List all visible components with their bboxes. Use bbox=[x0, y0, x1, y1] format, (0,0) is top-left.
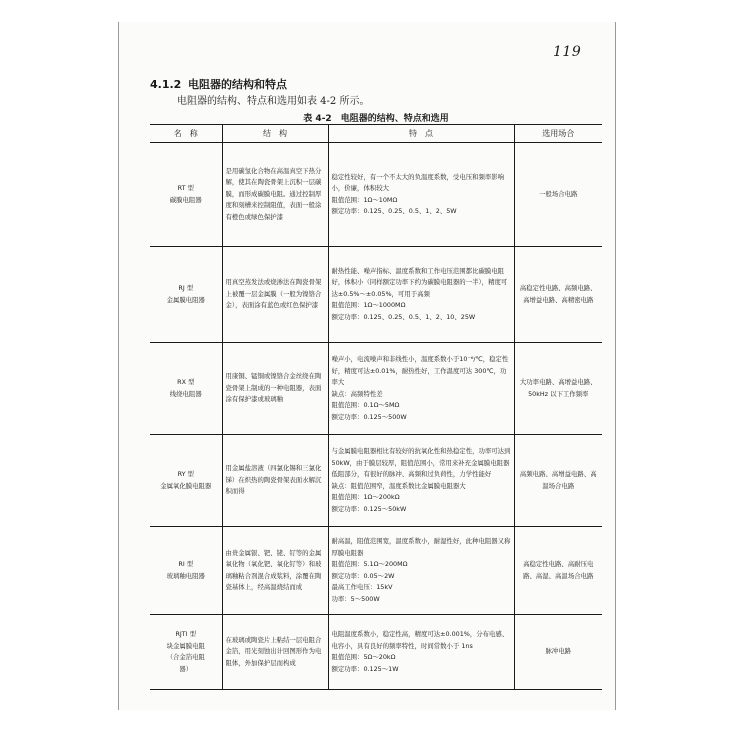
resistor-type: 线绕电阻器 bbox=[169, 389, 202, 398]
feature-line: 耐高温，阻值范围宽，温度系数小，耐湿性好，此种电阻器又称厚膜电阻器 bbox=[331, 537, 511, 557]
use-cell: 高频电路、高增益电路、高温场合电路 bbox=[514, 435, 602, 527]
resistor-name-cell bbox=[150, 343, 222, 435]
column-header-use: 选用场合 bbox=[514, 125, 602, 143]
resistor-type: 碳膜电阻器 bbox=[169, 195, 202, 204]
feature-line: 噪声小，电流噪声和非线性小，温度系数小于10⁻⁶/℃，稳定性好，精度可达±0.01%，耐热性好，工作温度可达 300℃，功率大 bbox=[331, 355, 509, 386]
features-cell bbox=[328, 527, 514, 615]
feature-line: 额定功率：0.125～500W bbox=[331, 412, 407, 421]
column-header-name: 名 称 bbox=[150, 125, 222, 143]
feature-line: 阻值范围：1Ω～10MΩ bbox=[331, 195, 398, 204]
resistor-model: RJTI 型 bbox=[175, 630, 197, 638]
structure-cell: 由贵金属银、钯、铑、钌等的金属氧化物（氧化钯、氧化钌等）和玻璃釉粘合剂混合成浆料，涂覆在陶瓷基体上，经高温烧结而成 bbox=[222, 527, 328, 615]
section-heading bbox=[150, 76, 287, 92]
resistor-model: RJ 型 bbox=[178, 284, 194, 292]
resistor-name-cell bbox=[150, 435, 222, 527]
resistor-type: 器） bbox=[179, 664, 193, 673]
resistor-type: 玻璃釉电阻器 bbox=[166, 571, 205, 580]
structure-cell: 是用碳氢化合物在高温真空下热分解，使其在陶瓷骨架上沉积一层碳膜，而形成碳膜电阻。通过控制厚度和刻槽来控制阻值，表面一般涂有橙色或绿色保护漆 bbox=[222, 143, 328, 247]
feature-line: 最高工作电压：15kV bbox=[331, 583, 393, 591]
intro-paragraph: 电阻器的结构、特点和选用如表 4-2 所示。 bbox=[177, 96, 370, 107]
table-row bbox=[150, 615, 602, 690]
resistor-type: （合金箔电阻 bbox=[166, 653, 205, 661]
resistor-table bbox=[150, 124, 602, 690]
resistor-type: 块金属膜电阻 bbox=[166, 641, 205, 650]
feature-line: 阻值范围：0.1Ω～5MΩ bbox=[331, 401, 400, 409]
feature-line: 阻值范围：1Ω～200kΩ bbox=[331, 493, 400, 501]
feature-line: 耐热性能、噪声指标、温度系数和工作电压范围都比碳膜电阻好，体积小（同样额定功率下约为碳膜电阻器的一半），精度可达±0.5%～±0.05%，可用于高频 bbox=[331, 266, 508, 298]
feature-line: 阻值范围：1Ω～1000MΩ bbox=[331, 301, 406, 310]
use-cell: 大功率电路、高增益电路、50kHz 以下工作频率 bbox=[514, 343, 602, 435]
feature-line: 功率：5～500W bbox=[331, 594, 380, 603]
use-cell: 脉冲电路 bbox=[514, 615, 602, 690]
resistor-model: RI 型 bbox=[178, 560, 194, 568]
feature-line: 缺点：阻值范围窄，温度系数比金属膜电阻器大 bbox=[331, 481, 466, 490]
feature-line: 额定功率：0.125、0.25、0.5、1、2、10、25W bbox=[331, 312, 476, 321]
structure-cell: 用康铜、锰铜或镍铬合金丝绕在陶瓷骨架上制成的一种电阻器，表面涂有保护漆或玻璃釉 bbox=[222, 343, 328, 435]
feature-line: 额定功率：0.125～50kW bbox=[331, 504, 407, 513]
feature-line: 缺点：高频特性差 bbox=[331, 389, 383, 398]
table-row bbox=[150, 247, 602, 343]
page-number: 119 bbox=[553, 44, 582, 60]
features-cell bbox=[328, 343, 514, 435]
feature-line: 与金属膜电阻器相比有较好的抗氧化性和热稳定性，功率可达到 50kW，由于膜层较厚，阻值范围小，常用来补充金属膜电阻器低阻部分，有很好的脉冲、高频和过负荷性，力学性能好 bbox=[331, 447, 511, 478]
features-cell bbox=[328, 615, 514, 690]
resistor-model: RT 型 bbox=[177, 184, 194, 192]
resistor-model: RX 型 bbox=[177, 378, 195, 386]
features-cell bbox=[328, 435, 514, 527]
resistor-model: RY 型 bbox=[177, 470, 194, 478]
feature-line: 电阻温度系数小，稳定性高，精度可达±0.001%，分布电感、电容小，具有良好的频率特性，时间常数小于 1ns bbox=[331, 630, 509, 650]
features-cell bbox=[328, 247, 514, 343]
feature-line: 阻值范围：5.1Ω～200MΩ bbox=[331, 560, 408, 568]
resistor-type: 金属氧化膜电阻器 bbox=[160, 481, 212, 490]
resistor-name-cell bbox=[150, 143, 222, 247]
feature-line: 额定功率：0.05～2W bbox=[331, 571, 395, 580]
feature-line: 稳定性较好，有一个不太大的负温度系数，受电压和频率影响小，价廉，体积较大 bbox=[331, 172, 505, 192]
features-cell bbox=[328, 143, 514, 247]
resistor-name-cell bbox=[150, 527, 222, 615]
section-number: 4.1.2 bbox=[150, 78, 182, 91]
column-header-features: 特 点 bbox=[328, 125, 514, 143]
structure-cell: 在玻璃或陶瓷片上粘结一层电阻合金箔，用光刻蚀出计回图形作为电阻体，外加保护层而构成 bbox=[222, 615, 328, 690]
feature-line: 阻值范围：5Ω～20kΩ bbox=[331, 653, 396, 661]
table-header-row bbox=[150, 125, 602, 143]
resistor-name-cell bbox=[150, 247, 222, 343]
structure-cell: 用真空蒸发法或烧渗法在陶瓷骨架上被覆一层金属膜（一般为镍铬合金），表面涂有蓝色或红色保护漆 bbox=[222, 247, 328, 343]
feature-line: 额定功率：0.125、0.25、0.5、1、2、5W bbox=[331, 207, 457, 215]
structure-cell: 用金属盐溶液（四氯化锡和三氯化锑）在炽热的陶瓷骨架表面水解沉积而得 bbox=[222, 435, 328, 527]
section-title: 电阻器的结构和特点 bbox=[188, 78, 287, 91]
resistor-type: 金属膜电阻器 bbox=[166, 295, 205, 304]
table-caption: 表 4-2 电阻器的结构、特点和选用 bbox=[303, 114, 449, 124]
feature-line: 额定功率：0.125～1W bbox=[331, 664, 399, 673]
table-row bbox=[150, 143, 602, 247]
table-row bbox=[150, 527, 602, 615]
use-cell: 高稳定性电路、高频电路、高增益电路、高精密电路 bbox=[514, 247, 602, 343]
table-row bbox=[150, 343, 602, 435]
column-header-structure: 结 构 bbox=[222, 125, 328, 143]
use-cell: 高稳定性电路、高耐压电路、高湿、高温场合电路 bbox=[514, 527, 602, 615]
resistor-name-cell bbox=[150, 615, 222, 690]
table-row bbox=[150, 435, 602, 527]
use-cell: 一般场合电路 bbox=[514, 143, 602, 247]
